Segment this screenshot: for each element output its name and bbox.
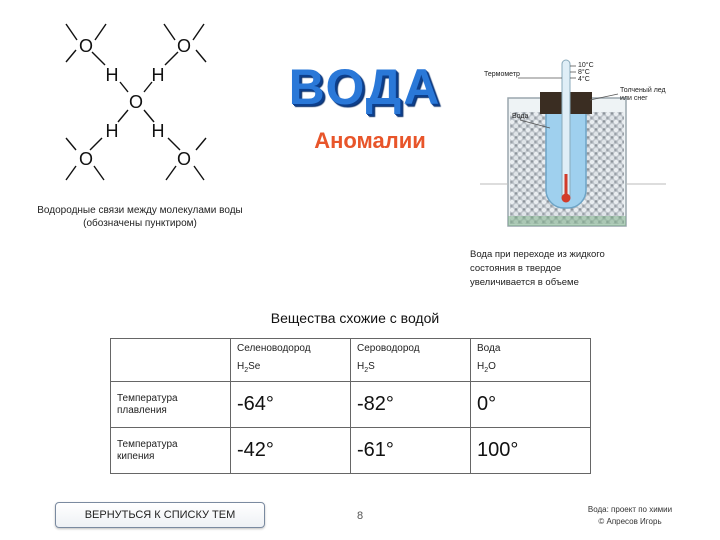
ice-label: Толченый лед: [620, 87, 666, 94]
table-row: [111, 428, 591, 474]
credit: [560, 504, 700, 528]
table-cell: 100°: [471, 428, 591, 474]
oxygen-atom-label: O: [78, 36, 94, 56]
table-cell: -42°: [231, 428, 351, 474]
temp-label-10: 10°C: [578, 62, 594, 69]
molecule-caption: [20, 204, 260, 230]
oxygen-atom-label: O: [78, 149, 94, 169]
table-cell: -64°: [231, 382, 351, 428]
substance-name: Сероводород: [357, 343, 420, 354]
molecule-caption-line1: Водородные связи между молекулами воды: [37, 205, 243, 216]
substance-name: Селеноводород: [237, 343, 311, 354]
back-to-topics-button[interactable]: ВЕРНУТЬСЯ К СПИСКУ ТЕМ: [55, 502, 265, 528]
row-label-line2: кипения: [117, 450, 155, 462]
row-header: [111, 382, 231, 428]
beaker-caption-line2: состояния в твердое: [470, 263, 562, 274]
substance-formula: $H_2S$: [357, 361, 375, 374]
table-header-row: [111, 339, 591, 382]
credit-line2: © Апресов Игорь: [598, 517, 662, 526]
row-header: [111, 428, 231, 474]
table-row: [111, 382, 591, 428]
hydrogen-atom-label: H: [105, 65, 119, 85]
credit-line1: Вода: проект по химии: [587, 505, 673, 514]
table-heading: Вещества схожие с водой: [270, 310, 440, 326]
hydrogen-atom-label: H: [151, 65, 165, 85]
row-label-line1: Температура: [117, 392, 178, 404]
column-header: [231, 339, 351, 382]
table-cell: -82°: [351, 382, 471, 428]
oxygen-atom-label: O: [176, 149, 192, 169]
table-cell: 0°: [471, 382, 591, 428]
table-corner-cell: [111, 339, 231, 382]
row-label-line1: Температура: [117, 438, 178, 450]
page-number: 8: [356, 510, 364, 522]
column-header: [471, 339, 591, 382]
molecule-caption-line2: (обозначены пунктиром): [83, 218, 197, 229]
beaker-caption-line1: Вода при переходе из жидкого: [470, 249, 605, 260]
thermometer-label: Термометр: [484, 71, 520, 78]
hydrogen-atom-label: H: [105, 121, 119, 141]
substance-name: Вода: [477, 343, 501, 354]
hydrogen-atom-label: H: [151, 121, 165, 141]
table-cell: -61°: [351, 428, 471, 474]
oxygen-atom-label: O: [128, 92, 144, 112]
temp-label-8: 8°C: [578, 69, 590, 76]
oxygen-atom-label: O: [176, 36, 192, 56]
page-subtitle: Аномалии: [314, 128, 426, 153]
column-header: [351, 339, 471, 382]
substance-formula: $H_2Se$: [237, 361, 261, 374]
page-title: ВОДА: [288, 59, 442, 115]
beaker-illustration: [478, 56, 668, 236]
hydrogen-bond-diagram: [40, 10, 230, 190]
substance-formula: $H_2O$: [477, 361, 496, 374]
water-label: Вода: [512, 113, 529, 120]
row-label-line2: плавления: [117, 404, 167, 416]
snow-label: или снег: [620, 95, 648, 102]
temp-label-4: 4°C: [578, 76, 590, 83]
beaker-caption-line3: увеличивается в объеме: [470, 277, 579, 288]
beaker-caption: [470, 248, 670, 290]
properties-table: [110, 338, 591, 474]
